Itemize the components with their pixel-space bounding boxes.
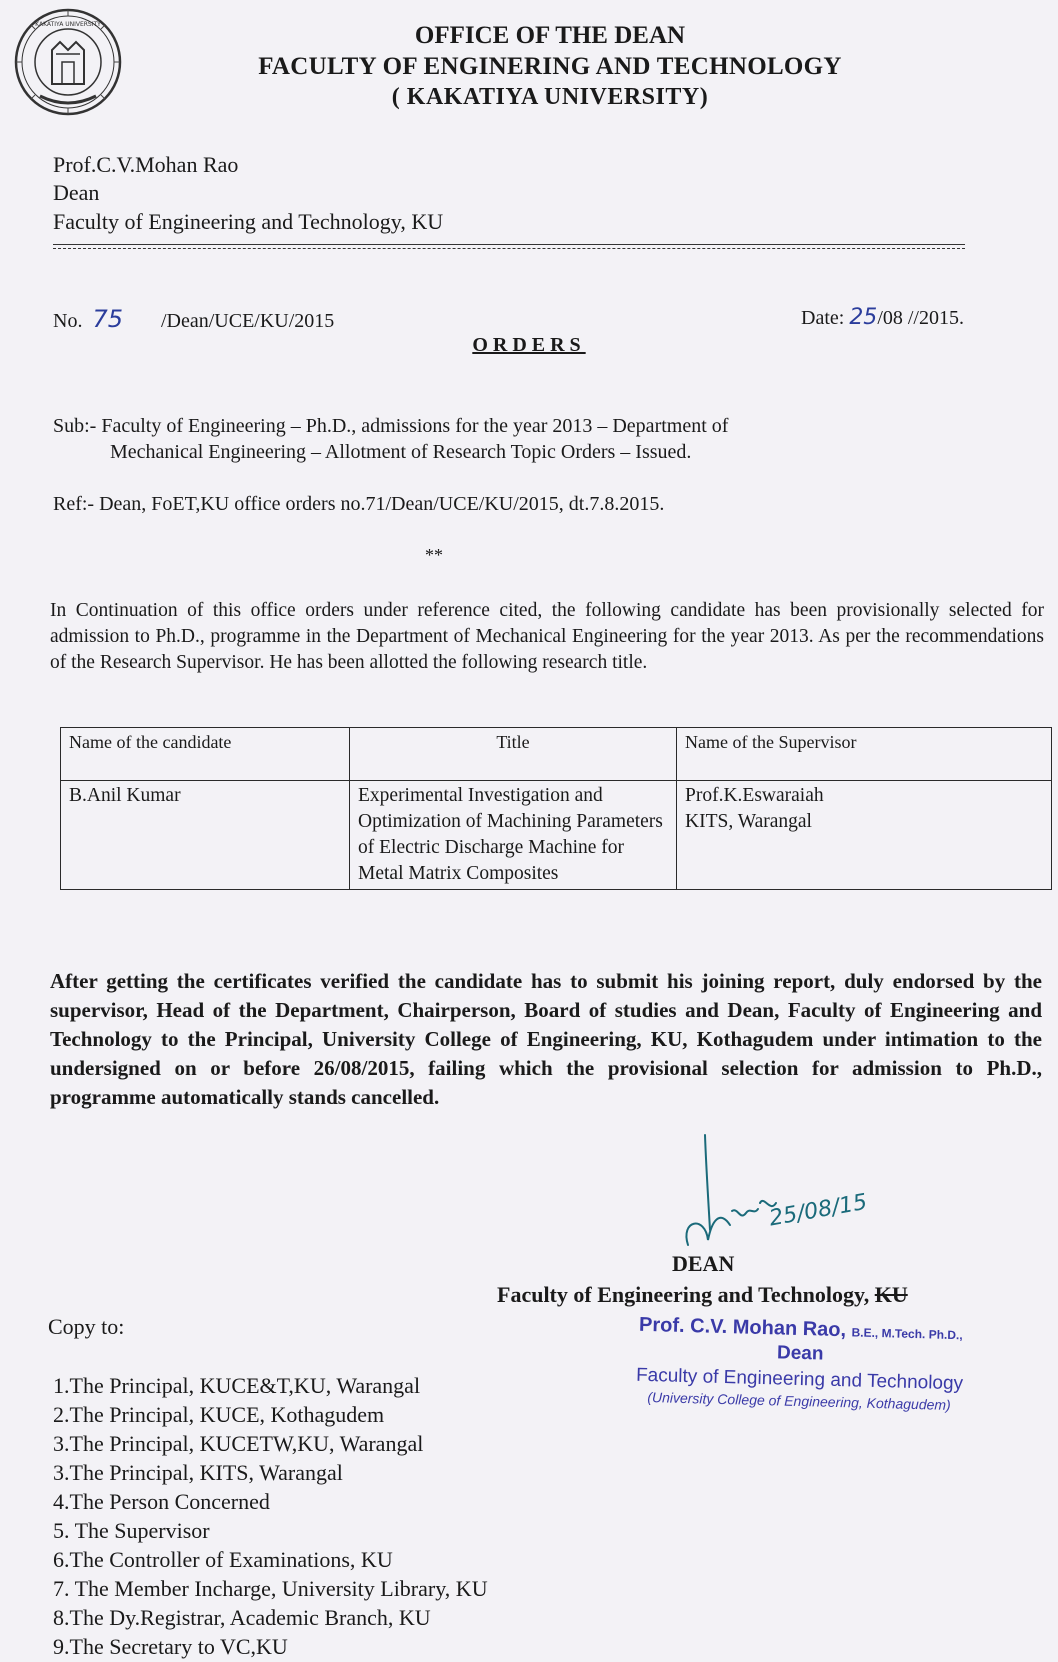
- cell-title: Experimental Investigation and Optimization of Machining Parameters of Electric Discharge Machine for Metal Matrix Composites: [350, 781, 677, 890]
- list-item: 7. The Member Incharge, University Library, KU: [53, 1576, 488, 1601]
- instruction-paragraph: After getting the certificates verified the candidate has to submit his joining report, duly endorsed by the supervisor, Head of the Department, Chairperson, Board of studies and Dean, Faculty of Engineering and Technology to the Principal, University College of Engineering, KU, Kothagudem under intimation to the undersigned on or before 26/08/2015, failing which the provisional selection for admission to Ph.D., programme automatically stands cancelled.: [50, 969, 1042, 1109]
- dean-faculty-text: Faculty of Engineering and Technology,: [497, 1282, 870, 1307]
- stamp-degrees: B.E., M.Tech. Ph.D.,: [851, 1325, 963, 1343]
- subject-line-2: Mechanical Engineering – Allotment of Research Topic Orders – Issued.: [110, 441, 692, 463]
- header-title: Title: [350, 728, 677, 781]
- candidate-table: [60, 727, 1052, 890]
- signature-date: 25/08/15: [767, 1189, 870, 1232]
- dean-faculty-struck: KU: [874, 1282, 908, 1307]
- order-number: [53, 305, 334, 333]
- stamp-title: Dean: [776, 1342, 824, 1365]
- dean-label: DEAN: [672, 1251, 735, 1276]
- header-divider: [53, 244, 965, 245]
- university-heading: ( KAKATIYA UNIVERSITY): [391, 84, 709, 110]
- list-item: 4.The Person Concerned: [53, 1489, 270, 1514]
- subject-block: [53, 413, 953, 465]
- subject-line-1: Sub:- Faculty of Engineering – Ph.D., admissions for the year 2013 – Department of: [53, 415, 729, 437]
- body-paragraph: In Continuation of this office orders under reference cited, the following candidate has been provisionally selected for admission to Ph.D., programme in the Department of Mechanical Engineering for the year 2013. As per the recommendations of the Research Supervisor. He has been allotted the following research title.: [50, 600, 1044, 673]
- reference-line: Ref:- Dean, FoET,KU office orders no.71/Dean/UCE/KU/2015, dt.7.8.2015.: [53, 493, 665, 515]
- list-item: 5. The Supervisor: [53, 1518, 210, 1543]
- order-no-label: No.: [53, 310, 83, 332]
- list-item: 3.The Principal, KITS, Warangal: [53, 1460, 343, 1485]
- stamp-name: Prof. C.V. Mohan Rao,: [638, 1313, 847, 1342]
- orders-heading: ORDERS: [472, 334, 586, 356]
- date-rest: /08 //2015.: [877, 307, 964, 329]
- dean-stamp: [614, 1313, 986, 1414]
- header-candidate: Name of the candidate: [61, 728, 350, 781]
- list-item: 6.The Controller of Examinations, KU: [53, 1547, 393, 1572]
- order-date: [801, 305, 964, 330]
- header-supervisor: Name of the Supervisor: [677, 728, 1052, 781]
- cell-supervisor: [677, 781, 1052, 890]
- supervisor-name: Prof.K.Eswaraiah: [685, 785, 824, 806]
- header-divider-dashed: [53, 248, 965, 249]
- seal-text: KAKATIYA UNIVERSITY: [35, 21, 101, 28]
- stamp-faculty: Faculty of Engineering and Technology: [635, 1364, 964, 1395]
- order-no-suffix: /Dean/UCE/KU/2015: [161, 310, 335, 332]
- table-row: [61, 781, 1052, 890]
- list-item: 9.The Secretary to VC,KU: [53, 1634, 288, 1659]
- supervisor-org: KITS, Warangal: [685, 811, 812, 832]
- table-header-row: [61, 728, 1052, 781]
- office-heading: OFFICE OF THE DEAN: [414, 22, 686, 49]
- copy-to-label: Copy to:: [48, 1314, 125, 1339]
- list-item: 2.The Principal, KUCE, Kothagudem: [53, 1402, 385, 1427]
- author-name: Prof.C.V.Mohan Rao: [53, 152, 239, 177]
- date-day-handwritten: 25: [849, 305, 878, 330]
- separator-stars: **: [425, 545, 443, 565]
- university-seal-icon: [12, 6, 124, 118]
- author-title: Dean: [53, 180, 100, 205]
- stamp-college: (University College of Engineering, Kothagudem): [647, 1389, 951, 1413]
- dean-faculty: [497, 1282, 908, 1308]
- author-dept: Faculty of Engineering and Technology, KU: [53, 209, 444, 234]
- list-item: 8.The Dy.Registrar, Academic Branch, KU: [53, 1605, 431, 1630]
- date-label: Date:: [801, 307, 845, 329]
- list-item: 3.The Principal, KUCETW,KU, Warangal: [53, 1431, 424, 1456]
- order-no-handwritten: 75: [92, 305, 123, 333]
- copy-to-list: [53, 1371, 488, 1661]
- cell-candidate: B.Anil Kumar: [61, 781, 350, 890]
- list-item: 1.The Principal, KUCE&T,KU, Warangal: [53, 1373, 421, 1398]
- faculty-heading: FACULTY OF ENGINERING AND TECHNOLOGY: [258, 53, 842, 80]
